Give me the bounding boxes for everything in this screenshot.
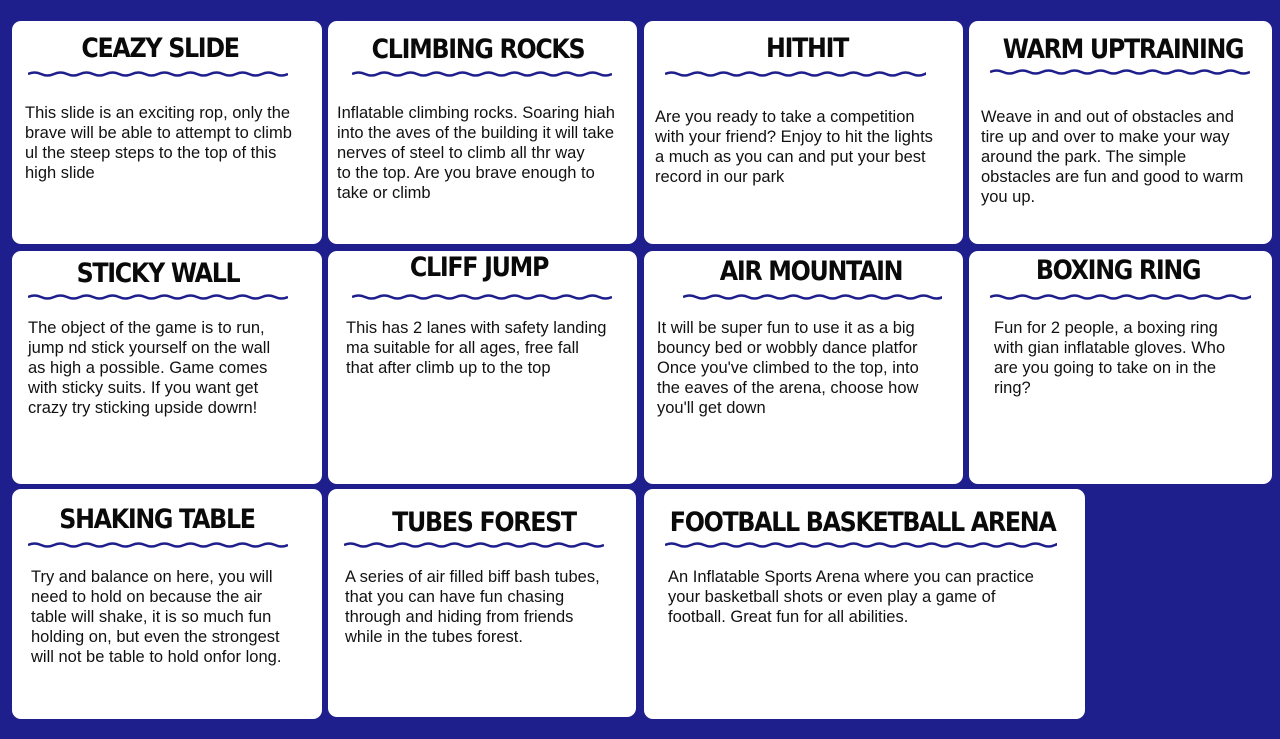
wave-divider (990, 293, 1251, 301)
card-title: BOXING RING (1035, 255, 1201, 286)
card-description: The object of the game is to run, jump nd stick yourself on the wall as high a possible. Game comes with sticky suits. If you want get crazy try sticking upside dowrn! (28, 319, 271, 417)
card-description: A series of air filled biff bash tubes, that you can have fun chasing through and hiding from friends while in the tubes forest. (345, 568, 600, 646)
attraction-card-ceazy-slide (12, 21, 322, 244)
card-description: An Inflatable Sports Arena where you can practice your basketball shots or even play a game of football. Great fun for all abilities. (668, 568, 1034, 626)
card-title: SHAKING TABLE (59, 504, 255, 535)
attraction-card-boxing-ring (969, 251, 1272, 484)
card-title: CLIMBING ROCKS (371, 34, 585, 65)
wave-divider (352, 70, 612, 78)
attraction-card-hithit (644, 21, 963, 244)
card-title: TUBES FOREST (392, 507, 576, 538)
attraction-card-sticky-wall (12, 251, 322, 484)
card-description: Fun for 2 people, a boxing ring with gian inflatable gloves. Who are you going to take on in the ring? (994, 319, 1226, 397)
card-title: STICKY WALL (76, 258, 240, 289)
card-description: Try and balance on here, you will need to hold on because the air table will shake, it is so much fun holding on, but even the strongest will not be table to hold onfor long. (31, 568, 282, 666)
card-title: CEAZY SLIDE (81, 33, 239, 64)
wave-divider (990, 68, 1250, 76)
attraction-card-warm-uptraining (969, 21, 1272, 244)
attraction-card-cliff-jump (328, 251, 637, 484)
card-description: Inflatable climbing rocks. Soaring hiah into the aves of the building it will take nerves of steel to climb all thr way to the top. Are you brave enough to take or climb (337, 104, 615, 202)
attraction-card-shaking-table (12, 489, 322, 719)
card-description: Weave in and out of obstacles and tire up and over to make your way around the park. The simple obstacles are fun and good to warm you up. (981, 108, 1244, 206)
card-description: It will be super fun to use it as a big bouncy bed or wobbly dance platfor Once you've climbed to the top, into the eaves of the arena, choose how you'll get down (657, 319, 919, 417)
wave-divider (28, 541, 288, 549)
card-title: AIR MOUNTAIN (719, 256, 903, 287)
wave-divider (665, 541, 1057, 549)
card-title: WARM UPTRAINING (1002, 34, 1244, 65)
wave-divider (683, 293, 942, 301)
wave-divider (352, 293, 612, 301)
card-description: This has 2 lanes with safety landing ma suitable for all ages, free fall that after climb up to the top (346, 319, 607, 377)
card-description: Are you ready to take a competition with your friend? Enjoy to hit the lights a much as you can and put your best record in our park (655, 108, 933, 186)
card-title: HITHIT (766, 33, 848, 64)
card-title: CLIFF JUMP (409, 252, 549, 283)
card-description: This slide is an exciting rop, only the brave will be able to attempt to climb ul the steep steps to the top of this high slide (25, 104, 292, 182)
wave-divider (28, 70, 288, 78)
attraction-card-tubes-forest (328, 489, 636, 717)
wave-divider (665, 70, 926, 78)
card-title: FOOTBALL BASKETBALL ARENA (669, 507, 1056, 538)
wave-divider (344, 541, 604, 549)
attraction-card-football-basketball-arena (644, 489, 1085, 719)
attraction-card-air-mountain (644, 251, 963, 484)
attraction-card-climbing-rocks (328, 21, 637, 244)
wave-divider (28, 293, 288, 301)
